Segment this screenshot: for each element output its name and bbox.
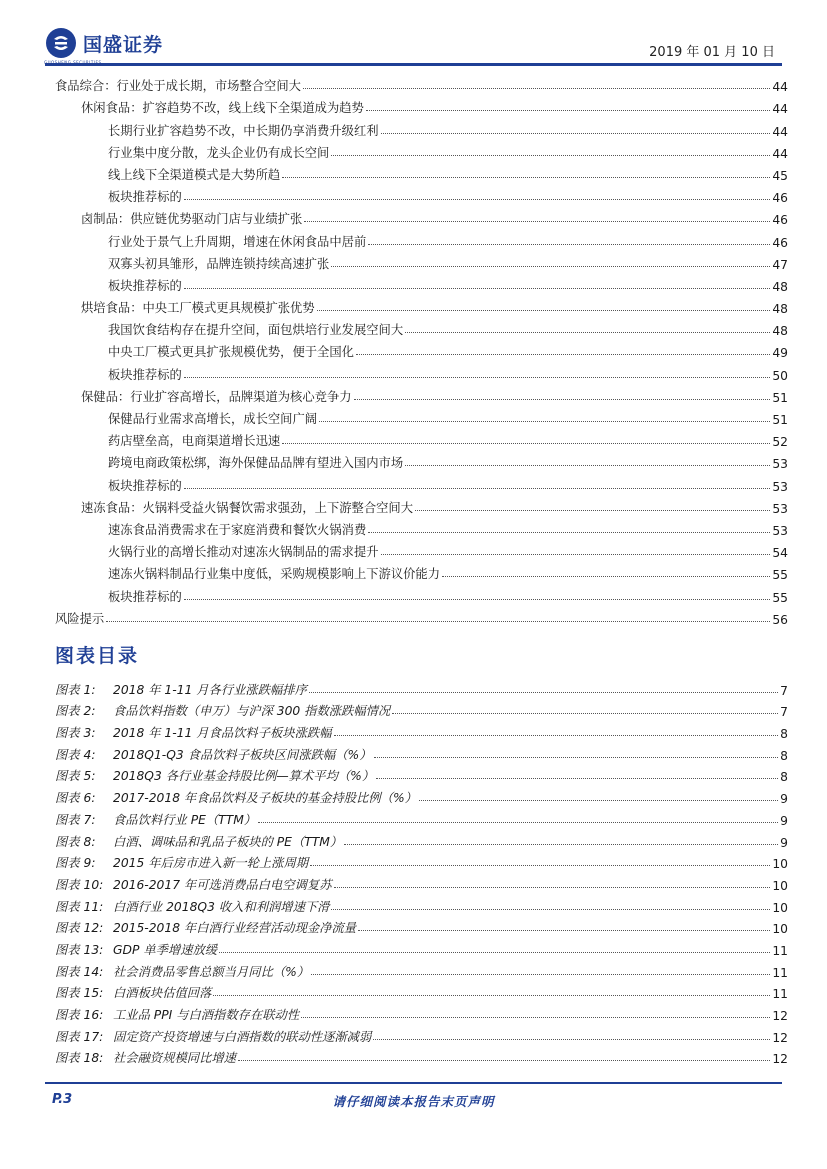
figure-title: 食品饮料行业 PE（TTM） bbox=[113, 812, 257, 827]
dot-leader bbox=[282, 443, 770, 444]
figure-title: 2018 年 1-11 月各行业涨跌幅排序 bbox=[113, 682, 307, 697]
toc-entry[interactable] bbox=[55, 161, 788, 183]
toc-entry[interactable] bbox=[55, 205, 788, 227]
figure-entry[interactable] bbox=[55, 871, 788, 893]
dot-leader bbox=[311, 974, 770, 975]
toc-entry-title: 板块推荐标的 bbox=[108, 367, 182, 382]
dot-leader bbox=[301, 1017, 770, 1018]
figure-entry[interactable] bbox=[55, 784, 788, 806]
dot-leader bbox=[331, 909, 770, 910]
figure-entry[interactable] bbox=[55, 719, 788, 741]
figure-number: 图表 8: bbox=[55, 834, 96, 849]
toc-entry-title: 药店壁垒高，电商渠道增长迅速 bbox=[108, 434, 281, 449]
dot-leader bbox=[354, 399, 771, 400]
dot-leader bbox=[184, 199, 771, 200]
toc-entry[interactable] bbox=[55, 427, 788, 449]
figure-entry[interactable] bbox=[55, 958, 788, 980]
figure-number: 图表 15: bbox=[55, 986, 104, 1001]
figure-page: 8 bbox=[780, 770, 788, 785]
toc-entry-title: 保健品：行业扩容高增长，品牌渠道为核心竞争力 bbox=[81, 389, 352, 404]
toc-entry-page: 44 bbox=[772, 102, 788, 117]
dot-leader bbox=[381, 133, 771, 134]
dot-leader bbox=[356, 354, 770, 355]
dot-leader bbox=[184, 377, 771, 378]
toc-entry-page: 53 bbox=[772, 479, 788, 494]
toc-entry-page: 49 bbox=[772, 346, 788, 361]
figure-entry[interactable] bbox=[55, 936, 788, 958]
dot-leader bbox=[381, 554, 771, 555]
figure-page: 11 bbox=[772, 965, 788, 980]
toc-entry-title: 火锅行业的高增长推动对速冻火锅制品的需求提升 bbox=[108, 545, 379, 560]
toc-entry-page: 51 bbox=[772, 413, 788, 427]
toc-entry[interactable] bbox=[55, 294, 788, 316]
figure-entry[interactable] bbox=[55, 676, 788, 698]
dot-leader bbox=[368, 532, 770, 533]
toc-entry[interactable] bbox=[55, 383, 788, 405]
toc-entry-title: 板块推荐标的 bbox=[108, 478, 182, 493]
toc-entry-page: 46 bbox=[772, 191, 788, 206]
dot-leader bbox=[282, 177, 770, 178]
toc-entry[interactable] bbox=[55, 183, 788, 205]
toc-entry-title: 行业集中度分散，龙头企业仍有成长空间 bbox=[108, 145, 330, 160]
toc-entry-title: 双寡头初具雏形，品牌连锁持续高速扩张 bbox=[108, 256, 330, 271]
figure-entry[interactable] bbox=[55, 698, 788, 720]
toc-entry[interactable] bbox=[55, 471, 788, 493]
toc-entry-page: 53 bbox=[772, 457, 788, 472]
figure-page: 7 bbox=[780, 683, 788, 698]
toc-entry[interactable] bbox=[55, 405, 788, 427]
toc-entry-page: 55 bbox=[772, 590, 788, 605]
figure-number: 图表 13: bbox=[55, 942, 104, 957]
toc-entry-page: 53 bbox=[772, 501, 788, 516]
table-of-contents bbox=[55, 72, 788, 627]
figure-entry[interactable] bbox=[55, 763, 788, 785]
figure-page: 9 bbox=[780, 835, 788, 850]
toc-entry-title: 中央工厂模式更具扩张规模优势，便于全国化 bbox=[108, 345, 354, 360]
dot-leader bbox=[184, 599, 771, 600]
report-date: 2019 年 01 月 10 日 bbox=[649, 45, 775, 60]
figure-page: 9 bbox=[780, 792, 788, 807]
dot-leader bbox=[392, 713, 778, 714]
toc-entry[interactable] bbox=[55, 560, 788, 582]
toc-entry[interactable] bbox=[55, 582, 788, 604]
toc-entry-title: 板块推荐标的 bbox=[108, 278, 182, 293]
dot-leader bbox=[368, 244, 770, 245]
toc-entry-title: 休闲食品：扩容趋势不改，线上线下全渠道成为趋势 bbox=[81, 101, 364, 116]
figure-title: 白酒行业 2018Q3 收入和利润增速下滑 bbox=[113, 899, 330, 914]
dot-leader bbox=[415, 510, 770, 511]
dot-leader bbox=[358, 930, 770, 931]
toc-entry-page: 44 bbox=[772, 146, 788, 161]
figure-title: 固定资产投资增速与白酒指数的联动性逐渐减弱 bbox=[113, 1029, 372, 1044]
dot-leader bbox=[303, 88, 770, 89]
toc-entry-page: 46 bbox=[772, 213, 788, 228]
toc-entry-title: 速冻火锅料制品行业集中度低，采购规模影响上下游议价能力 bbox=[108, 567, 441, 582]
toc-entry[interactable] bbox=[55, 316, 788, 338]
figure-entry[interactable] bbox=[55, 893, 788, 915]
figure-number: 图表 9: bbox=[55, 856, 96, 871]
toc-entry-page: 56 bbox=[772, 612, 788, 627]
dot-leader bbox=[376, 778, 778, 779]
figure-page: 10 bbox=[772, 922, 788, 937]
toc-entry-page: 54 bbox=[772, 546, 788, 561]
page-header bbox=[0, 0, 827, 70]
dot-leader bbox=[405, 332, 770, 333]
dot-leader bbox=[366, 110, 771, 111]
figure-page: 10 bbox=[772, 857, 788, 872]
figure-number: 图表 12: bbox=[55, 921, 104, 936]
toc-entry-page: 44 bbox=[772, 124, 788, 139]
figure-title: 食品饮料指数（申万）与沪深 300 指数涨跌幅情况 bbox=[113, 704, 391, 719]
dot-leader bbox=[334, 735, 779, 736]
figure-number: 图表 1: bbox=[55, 682, 96, 697]
logo-text: 国盛证券 bbox=[83, 33, 164, 56]
toc-entry[interactable] bbox=[55, 250, 788, 272]
figure-number: 图表 5: bbox=[55, 769, 96, 784]
toc-entry-page: 51 bbox=[772, 390, 788, 405]
figure-page: 8 bbox=[780, 748, 788, 763]
figure-number: 图表 10: bbox=[55, 877, 104, 892]
dot-leader bbox=[304, 221, 770, 222]
figure-entry[interactable] bbox=[55, 1045, 788, 1067]
dot-leader bbox=[238, 1060, 770, 1061]
dot-leader bbox=[184, 288, 771, 289]
dot-leader bbox=[258, 822, 778, 823]
figure-title: 2015 年后房市进入新一轮上涨周期 bbox=[113, 856, 309, 871]
figure-title: 工业品 PPI 与白酒指数存在联动性 bbox=[113, 1008, 300, 1022]
toc-entry-page: 48 bbox=[772, 302, 788, 317]
figure-number: 图表 11: bbox=[55, 899, 104, 914]
figure-entry[interactable] bbox=[55, 806, 788, 828]
toc-entry-page: 45 bbox=[772, 168, 788, 183]
figure-entry[interactable] bbox=[55, 741, 788, 763]
figure-title: 社会融资规模同比增速 bbox=[113, 1051, 236, 1066]
dot-leader bbox=[184, 488, 771, 489]
figure-title: 社会消费品零售总额当月同比（%） bbox=[113, 964, 310, 979]
figure-number: 图表 16: bbox=[55, 1008, 104, 1022]
disclaimer-note: 请仔细阅读本报告末页声明 bbox=[332, 1094, 495, 1109]
toc-entry[interactable] bbox=[55, 139, 788, 161]
figure-page: 7 bbox=[780, 705, 788, 720]
toc-entry-title: 跨境电商政策松绑，海外保健品品牌有望进入国内市场 bbox=[108, 456, 404, 471]
toc-entry-title: 行业处于景气上升周期，增速在休闲食品中居前 bbox=[108, 234, 367, 249]
toc-entry-page: 55 bbox=[772, 568, 788, 583]
toc-entry-page: 52 bbox=[772, 435, 788, 450]
dot-leader bbox=[334, 887, 771, 888]
figure-title: 白酒板块估值回落 bbox=[113, 986, 212, 1001]
toc-entry-title: 我国饮食结构存在提升空间，面包烘培行业发展空间大 bbox=[108, 323, 404, 338]
toc-entry[interactable] bbox=[55, 494, 788, 516]
figure-page: 12 bbox=[772, 1030, 788, 1045]
figure-title: 白酒、调味品和乳品子板块的 PE（TTM） bbox=[113, 834, 343, 849]
figure-title: 2016-2017 年可选消费品白电空调复苏 bbox=[113, 877, 332, 892]
figure-title: 2018Q1-Q3 食品饮料子板块区间涨跌幅（%） bbox=[113, 747, 372, 762]
dot-leader bbox=[374, 757, 779, 758]
figure-entry[interactable] bbox=[55, 828, 788, 850]
figure-entry[interactable] bbox=[55, 1023, 788, 1045]
figure-page: 9 bbox=[780, 813, 788, 828]
toc-entry[interactable] bbox=[55, 272, 788, 294]
dot-leader bbox=[106, 621, 770, 622]
figure-page: 12 bbox=[772, 1009, 788, 1023]
figure-number: 图表 2: bbox=[55, 704, 96, 719]
dot-leader bbox=[219, 952, 770, 953]
toc-entry-page: 46 bbox=[772, 235, 788, 250]
figure-number: 图表 6: bbox=[55, 791, 96, 806]
dot-leader bbox=[319, 421, 770, 422]
toc-entry[interactable] bbox=[55, 338, 788, 360]
dot-leader bbox=[442, 576, 770, 577]
figure-page: 12 bbox=[772, 1052, 788, 1067]
toc-entry-title: 板块推荐标的 bbox=[108, 589, 182, 604]
toc-entry-page: 48 bbox=[772, 324, 788, 339]
figure-page: 11 bbox=[772, 943, 788, 958]
dot-leader bbox=[344, 844, 778, 845]
toc-entry[interactable] bbox=[55, 516, 788, 538]
toc-entry-title: 烘培食品：中央工厂模式更具规模扩张优势 bbox=[81, 301, 315, 316]
dot-leader bbox=[373, 1039, 770, 1040]
toc-entry[interactable] bbox=[55, 538, 788, 560]
toc-entry[interactable] bbox=[55, 94, 788, 116]
figure-title: 2018 年 1-11 月食品饮料子板块涨跌幅 bbox=[113, 726, 332, 741]
figure-entry[interactable] bbox=[55, 915, 788, 937]
figure-entry[interactable] bbox=[55, 850, 788, 872]
dot-leader bbox=[331, 155, 770, 156]
figure-title: GDP 单季增速放缓 bbox=[113, 942, 218, 957]
toc-entry-title: 保健品行业需求高增长，成长空间广阔 bbox=[108, 412, 318, 426]
dot-leader bbox=[419, 800, 778, 801]
figure-title: 2017-2018 年食品饮料及子板块的基金持股比例（%） bbox=[113, 791, 417, 806]
footer-divider bbox=[45, 1082, 782, 1084]
figure-title: 2015-2018 年白酒行业经营活动现金净流量 bbox=[113, 921, 357, 936]
header-divider bbox=[45, 63, 782, 66]
toc-entry-page: 44 bbox=[772, 80, 788, 95]
toc-entry-title: 板块推荐标的 bbox=[108, 190, 182, 205]
dot-leader bbox=[213, 995, 770, 996]
toc-entry[interactable] bbox=[55, 116, 788, 138]
logo-icon bbox=[45, 27, 77, 59]
toc-entry-page: 53 bbox=[772, 523, 788, 538]
toc-entry-page: 48 bbox=[772, 279, 788, 294]
figure-number: 图表 7: bbox=[55, 812, 96, 827]
toc-entry-page: 47 bbox=[772, 257, 788, 272]
toc-entry[interactable] bbox=[55, 449, 788, 471]
toc-entry-title: 速冻食品：火锅料受益火锅餐饮需求强劲，上下游整合空间大 bbox=[81, 500, 414, 515]
figure-entry[interactable] bbox=[55, 1001, 788, 1023]
figures-list bbox=[55, 676, 788, 1066]
toc-entry-title: 线上线下全渠道模式是大势所趋 bbox=[108, 167, 281, 182]
figure-page: 10 bbox=[772, 878, 788, 893]
toc-entry-title: 风险提示 bbox=[55, 611, 105, 626]
dot-leader bbox=[405, 465, 770, 466]
toc-entry-title: 卤制品：供应链优势驱动门店与业绩扩张 bbox=[81, 212, 303, 227]
figure-page: 8 bbox=[780, 727, 788, 742]
toc-entry-title: 长期行业扩容趋势不改，中长期仍享消费升级红利 bbox=[108, 123, 379, 138]
toc-entry-title: 食品综合：行业处于成长期，市场整合空间大 bbox=[55, 79, 301, 94]
toc-entry[interactable] bbox=[55, 605, 788, 627]
toc-entry[interactable] bbox=[55, 360, 788, 382]
dot-leader bbox=[331, 266, 770, 267]
figure-entry[interactable] bbox=[55, 980, 788, 1002]
toc-entry[interactable] bbox=[55, 72, 788, 94]
company-logo bbox=[45, 27, 163, 59]
figure-number: 图表 18: bbox=[55, 1051, 104, 1066]
figure-number: 图表 14: bbox=[55, 964, 104, 979]
page-number: P.3 bbox=[52, 1092, 73, 1107]
figure-number: 图表 3: bbox=[55, 726, 96, 741]
figure-page: 11 bbox=[772, 987, 788, 1002]
figure-title: 2018Q3 各行业基金持股比例—算术平均（%） bbox=[113, 769, 375, 784]
figures-section-title: 图表目录 bbox=[55, 645, 140, 667]
figure-number: 图表 17: bbox=[55, 1029, 104, 1044]
toc-entry-page: 50 bbox=[772, 368, 788, 383]
dot-leader bbox=[309, 692, 778, 693]
figure-number: 图表 4: bbox=[55, 747, 96, 762]
toc-entry-title: 速冻食品消费需求在于家庭消费和餐饮火锅消费 bbox=[108, 522, 367, 537]
dot-leader bbox=[317, 310, 771, 311]
dot-leader bbox=[310, 865, 770, 866]
figure-page: 10 bbox=[772, 900, 788, 915]
toc-entry[interactable] bbox=[55, 227, 788, 249]
